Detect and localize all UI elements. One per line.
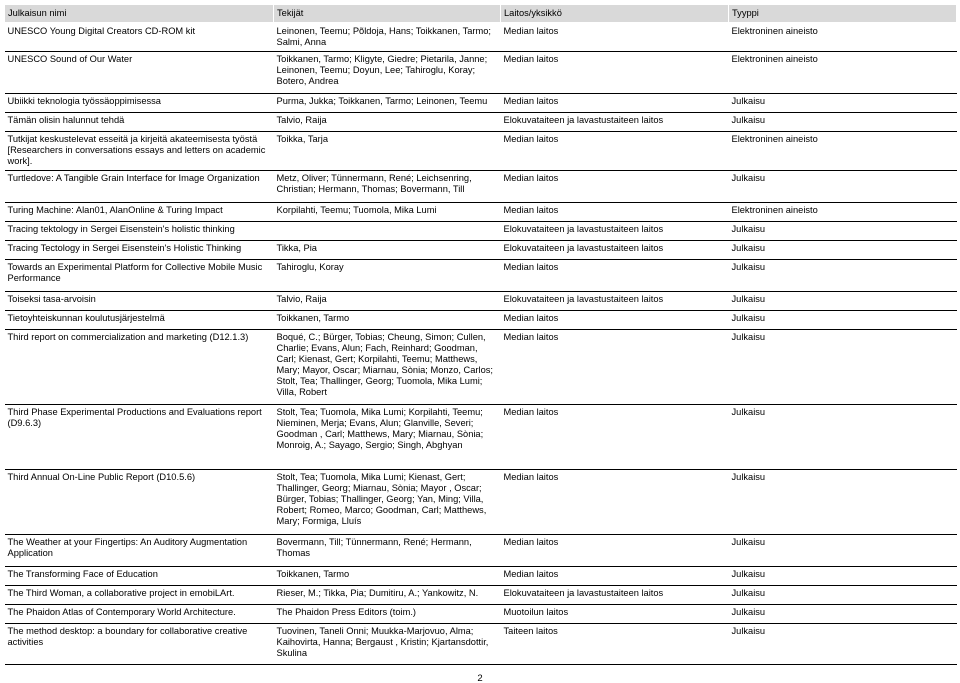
publication-authors <box>274 222 501 241</box>
publication-title: UNESCO Young Digital Creators CD-ROM kit <box>5 23 274 52</box>
header-row <box>5 5 957 23</box>
table-row <box>5 405 957 470</box>
publication-type: Julkaisu <box>729 605 957 624</box>
publication-title: The method desktop: a boundary for collaborative creative activities <box>5 624 274 665</box>
publication-title: Tämän olisin halunnut tehdä <box>5 113 274 132</box>
publication-unit: Elokuvataiteen ja lavastustaiteen laitos <box>501 292 729 311</box>
table-row <box>5 23 957 52</box>
publication-title: Tracing Tectology in Sergei Eisenstein's Holistic Thinking <box>5 241 274 260</box>
publication-title: Third report on commercialization and marketing (D12.1.3) <box>5 330 274 405</box>
publication-type: Julkaisu <box>729 171 957 203</box>
publication-type: Elektroninen aineisto <box>729 52 957 94</box>
header-type: Tyyppi <box>729 5 957 23</box>
publication-type: Julkaisu <box>729 94 957 113</box>
publication-unit: Median laitos <box>501 260 729 292</box>
publication-authors: Tahiroglu, Koray <box>274 260 501 292</box>
publication-authors: Boqué, C.; Bürger, Tobias; Cheung, Simon; Cullen, Charlie; Evans, Alun; Fach, Reinhard; Goodman, Carl; Kienast, Gert; Korpilahti, Teemu; Matthews, Mary; Mayor, Oscar; Miarnau, Sònia; Monzo, Carlos; Stolt, Tea; Thallinger, Georg; Tuomola, Mika Lumi; Villa, Robert <box>274 330 501 405</box>
publication-title: Third Phase Experimental Productions and Evaluations report (D9.6.3) <box>5 405 274 470</box>
table-row <box>5 535 957 567</box>
publication-title: Toiseksi tasa-arvoisin <box>5 292 274 311</box>
publication-unit: Elokuvataiteen ja lavastustaiteen laitos <box>501 222 729 241</box>
header-unit: Laitos/yksikkö <box>501 5 729 23</box>
publication-unit: Median laitos <box>501 330 729 405</box>
publication-authors: Toikkanen, Tarmo <box>274 567 501 586</box>
publication-type: Julkaisu <box>729 241 957 260</box>
publication-authors: Talvio, Raija <box>274 292 501 311</box>
publication-unit: Elokuvataiteen ja lavastustaiteen laitos <box>501 241 729 260</box>
table-row <box>5 330 957 405</box>
table-row <box>5 567 957 586</box>
table-row <box>5 624 957 665</box>
publication-title: Towards an Experimental Platform for Collective Mobile Music Performance <box>5 260 274 292</box>
publication-type: Julkaisu <box>729 222 957 241</box>
publication-authors: Tikka, Pia <box>274 241 501 260</box>
publication-title: The Third Woman, a collaborative project in emobiLArt. <box>5 586 274 605</box>
publication-type: Julkaisu <box>729 113 957 132</box>
publication-title: Ubiikki teknologia työssäoppimisessa <box>5 94 274 113</box>
publication-title: Tracing tektology in Sergei Eisenstein's holistic thinking <box>5 222 274 241</box>
publication-type: Julkaisu <box>729 535 957 567</box>
publication-unit: Median laitos <box>501 470 729 535</box>
publication-type: Elektroninen aineisto <box>729 203 957 222</box>
publication-type: Elektroninen aineisto <box>729 132 957 171</box>
header-authors: Tekijät <box>274 5 501 23</box>
publication-title: Third Annual On-Line Public Report (D10.5.6) <box>5 470 274 535</box>
publication-authors: Toikkanen, Tarmo <box>274 311 501 330</box>
publication-type: Julkaisu <box>729 260 957 292</box>
table-row <box>5 222 957 241</box>
publication-authors: Tuovinen, Taneli Onni; Muukka-Marjovuo, Alma; Kaihovirta, Hanna; Bergaust , Kristin; Kjartansdottir, Skulina <box>274 624 501 665</box>
publication-type: Julkaisu <box>729 567 957 586</box>
table-row <box>5 171 957 203</box>
table-row <box>5 52 957 94</box>
publication-unit: Median laitos <box>501 567 729 586</box>
publication-type: Julkaisu <box>729 586 957 605</box>
table-row <box>5 203 957 222</box>
publication-type: Elektroninen aineisto <box>729 23 957 52</box>
publication-unit: Median laitos <box>501 52 729 94</box>
table-row <box>5 260 957 292</box>
table-row <box>5 241 957 260</box>
publication-title: The Phaidon Atlas of Contemporary World Architecture. <box>5 605 274 624</box>
publication-authors: Korpilahti, Teemu; Tuomola, Mika Lumi <box>274 203 501 222</box>
publication-unit: Median laitos <box>501 535 729 567</box>
header-title: Julkaisun nimi <box>5 5 274 23</box>
publication-authors: Purma, Jukka; Toikkanen, Tarmo; Leinonen, Teemu <box>274 94 501 113</box>
publication-unit: Median laitos <box>501 203 729 222</box>
table-row <box>5 132 957 171</box>
publication-authors: Toikkanen, Tarmo; Kligyte, Giedre; Pietarila, Janne; Leinonen, Teemu; Doyun, Lee; Tahiroglu, Koray; Botero, Andrea <box>274 52 501 94</box>
publication-unit: Muotoilun laitos <box>501 605 729 624</box>
publication-unit: Median laitos <box>501 23 729 52</box>
publication-authors: Leinonen, Teemu; Põldoja, Hans; Toikkanen, Tarmo; Salmi, Anna <box>274 23 501 52</box>
publications-table <box>4 4 957 665</box>
publication-title: Turtledove: A Tangible Grain Interface for Image Organization <box>5 171 274 203</box>
publication-type: Julkaisu <box>729 624 957 665</box>
publication-title: The Weather at your Fingertips: An Auditory Augmentation Application <box>5 535 274 567</box>
publication-authors: Stolt, Tea; Tuomola, Mika Lumi; Kienast, Gert; Thallinger, Georg; Miarnau, Sònia; Mayor , Oscar; Bürger, Tobias; Thallinger, Georg; Yan, Ming; Villa, Robert; Romeo, Marco; Goodman, Carl; Matthews, Mary; Formiga, Lluís <box>274 470 501 535</box>
table-row <box>5 586 957 605</box>
table-header <box>5 5 957 23</box>
publication-authors: Stolt, Tea; Tuomola, Mika Lumi; Korpilahti, Teemu; Nieminen, Merja; Evans, Alun; Glanville, Severi; Goodman , Carl; Matthews, Mary; Miarnau, Sònia; Monroig, A.; Sayago, Sergio; Singh, Abghyan <box>274 405 501 470</box>
publication-title: Turing Machine: Alan01, AlanOnline & Turing Impact <box>5 203 274 222</box>
publication-type: Julkaisu <box>729 311 957 330</box>
publication-title: Tutkijat keskustelevat esseitä ja kirjeitä akateemisesta työstä [Researchers in conversations essays and letters on academic work]. <box>5 132 274 171</box>
publication-unit: Median laitos <box>501 171 729 203</box>
publication-type: Julkaisu <box>729 330 957 405</box>
table-row <box>5 94 957 113</box>
publication-authors: The Phaidon Press Editors (toim.) <box>274 605 501 624</box>
publication-unit: Taiteen laitos <box>501 624 729 665</box>
publication-unit: Median laitos <box>501 311 729 330</box>
table-row <box>5 605 957 624</box>
page-number: 2 <box>477 673 483 683</box>
publication-authors: Rieser, M.; Tikka, Pia; Dumitiru, A.; Yankowitz, N. <box>274 586 501 605</box>
publication-title: Tietoyhteiskunnan koulutusjärjestelmä <box>5 311 274 330</box>
table-row <box>5 470 957 535</box>
publication-type: Julkaisu <box>729 470 957 535</box>
publication-title: UNESCO Sound of Our Water <box>5 52 274 94</box>
publication-authors: Toikka, Tarja <box>274 132 501 171</box>
publication-authors: Bovermann, Till; Tünnermann, René; Hermann, Thomas <box>274 535 501 567</box>
publication-unit: Elokuvataiteen ja lavastustaiteen laitos <box>501 113 729 132</box>
table-row <box>5 113 957 132</box>
publication-unit: Median laitos <box>501 94 729 113</box>
publication-type: Julkaisu <box>729 405 957 470</box>
publication-unit: Median laitos <box>501 132 729 171</box>
publication-unit: Median laitos <box>501 405 729 470</box>
table-row <box>5 292 957 311</box>
table-body <box>5 23 957 665</box>
publication-unit: Elokuvataiteen ja lavastustaiteen laitos <box>501 586 729 605</box>
publication-authors: Metz, Oliver; Tünnermann, René; Leichsenring, Christian; Hermann, Thomas; Bovermann, Till <box>274 171 501 203</box>
publication-type: Julkaisu <box>729 292 957 311</box>
publication-authors: Talvio, Raija <box>274 113 501 132</box>
publication-title: The Transforming Face of Education <box>5 567 274 586</box>
table-row <box>5 311 957 330</box>
